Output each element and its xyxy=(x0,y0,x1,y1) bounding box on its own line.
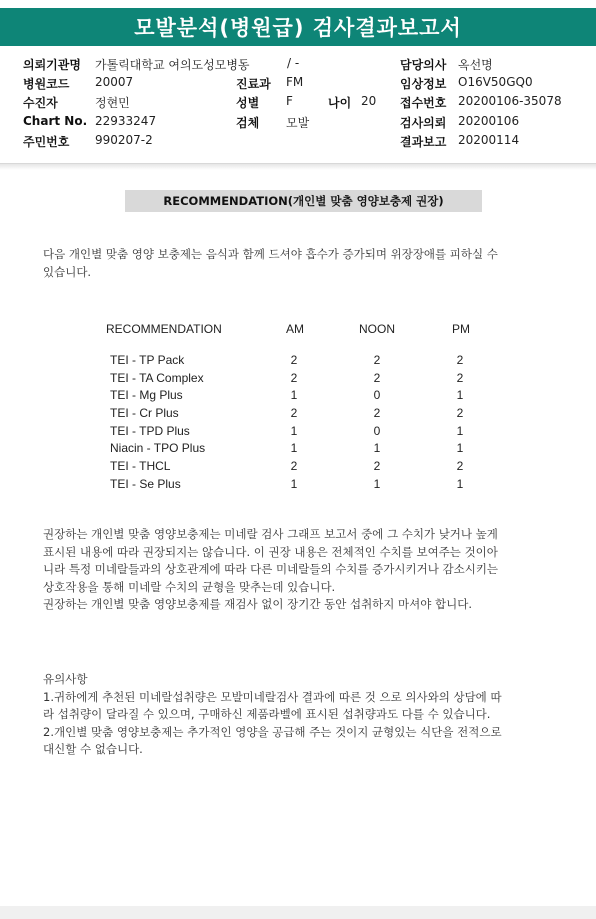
table-row xyxy=(106,406,486,424)
header-am: AM xyxy=(286,322,304,336)
clinical-info-value: O16V50GQ0 xyxy=(458,75,533,89)
table-row xyxy=(106,441,486,459)
noon-dose: 2 xyxy=(373,406,381,421)
pm-dose: 2 xyxy=(456,459,464,474)
am-dose: 2 xyxy=(290,459,298,474)
am-dose: 1 xyxy=(290,423,298,438)
recommendation-table xyxy=(106,322,486,495)
table-row xyxy=(106,424,486,442)
report-title: 모발분석(병원급) 검사결과보고서 xyxy=(0,8,596,46)
age-label: 나이 xyxy=(328,96,352,110)
pm-dose: 1 xyxy=(456,476,464,491)
supplement-name: Niacin - TPO Plus xyxy=(110,441,206,456)
intro-line: 다음 개인별 맞춤 영양 보충제는 음식과 함께 드셔야 흡수가 증가되며 위장장애를 피하실 수 xyxy=(43,247,498,261)
table-row xyxy=(106,477,486,495)
age-value: 20 xyxy=(361,94,377,108)
hospital-code-label: 병원코드 xyxy=(23,77,70,91)
info-row-hospital-code xyxy=(0,75,596,93)
supplement-name: TEI - TPD Plus xyxy=(110,423,190,438)
ward-value: / - xyxy=(287,56,300,70)
header-noon: NOON xyxy=(359,322,395,336)
table-row xyxy=(106,353,486,371)
doctor-value: 옥선명 xyxy=(458,58,493,72)
doctor-label: 담당의사 xyxy=(400,58,447,72)
explanation-line: 표시된 내용에 따라 권장되지는 않습니다. 이 권장 내용은 전체적인 수치를 보여주는 것이아 xyxy=(43,544,498,559)
supplement-name: TEI - Mg Plus xyxy=(110,388,183,403)
pm-dose: 1 xyxy=(456,441,464,456)
chart-no-label: Chart No. xyxy=(23,114,88,128)
table-row xyxy=(106,371,486,389)
intro-line: 있습니다. xyxy=(43,264,92,279)
request-label: 검사의뢰 xyxy=(400,116,447,130)
explanation-paragraph xyxy=(43,526,573,614)
am-dose: 1 xyxy=(290,476,298,491)
header-pm: PM xyxy=(452,322,470,336)
info-row-id xyxy=(0,133,596,151)
notes-line: 대신할 수 없습니다. xyxy=(43,742,143,756)
supplement-name: TEI - TA Complex xyxy=(110,370,204,385)
department-value: FM xyxy=(286,75,304,89)
patient-info-panel xyxy=(0,51,596,153)
supplement-name: TEI - TP Pack xyxy=(110,353,185,367)
bottom-strip xyxy=(0,906,596,919)
clinical-info-label: 임상정보 xyxy=(400,77,447,91)
header-divider-shadow xyxy=(0,164,596,170)
noon-dose: 0 xyxy=(373,388,381,403)
department-label: 진료과 xyxy=(236,77,271,91)
noon-dose: 2 xyxy=(373,353,381,367)
am-dose: 2 xyxy=(290,370,298,385)
pm-dose: 2 xyxy=(456,406,464,421)
pm-dose: 1 xyxy=(456,388,464,403)
section-title: RECOMMENDATION(개인별 맞춤 영양보충제 권장) xyxy=(125,190,482,212)
pm-dose: 2 xyxy=(456,353,464,367)
supplement-name: TEI - THCL xyxy=(110,459,171,474)
info-row-patient xyxy=(0,94,596,112)
table-header xyxy=(106,322,486,353)
noon-dose: 1 xyxy=(373,441,381,456)
chart-no-value: 22933247 xyxy=(95,114,157,128)
am-dose: 1 xyxy=(290,441,298,456)
receipt-value: 20200106-35078 xyxy=(458,94,562,108)
am-dose: 2 xyxy=(290,353,298,367)
id-number-value: 990207-2 xyxy=(95,133,153,147)
table-row xyxy=(106,388,486,406)
notes-line: 1.귀하에게 추천된 미네랄섭취량은 모발미네랄검사 결과에 따른 것 으로 의사와의 상담에 따 xyxy=(43,689,502,704)
header-recommendation: RECOMMENDATION xyxy=(106,322,222,336)
patient-value: 정현민 xyxy=(95,96,130,110)
explanation-line: 권장하는 개인별 맞춤 영양보충제를 재검사 없이 장기간 동안 섭취하지 마셔야 합니다. xyxy=(43,597,473,611)
pm-dose: 2 xyxy=(456,370,464,385)
specimen-value: 모발 xyxy=(286,116,310,130)
notes-line: 라 섭취량이 달라질 수 있으며, 구매하신 제품라벨에 표시된 섭취량과도 다를 수 있습니다. xyxy=(43,707,491,721)
notes-title: 유의사항 xyxy=(43,672,88,686)
info-row-institution xyxy=(0,56,596,74)
request-value: 20200106 xyxy=(458,114,520,128)
specimen-label: 검체 xyxy=(236,116,260,130)
am-dose: 1 xyxy=(290,388,298,403)
notes-section xyxy=(43,671,573,759)
receipt-label: 접수번호 xyxy=(400,96,447,110)
institution-label: 의뢰기관명 xyxy=(23,58,81,72)
sex-value: F xyxy=(286,94,293,108)
id-number-label: 주민번호 xyxy=(23,135,70,149)
table-row xyxy=(106,459,486,477)
supplement-name: TEI - Cr Plus xyxy=(110,406,179,421)
noon-dose: 1 xyxy=(373,476,381,491)
noon-dose: 2 xyxy=(373,459,381,474)
supplement-name: TEI - Se Plus xyxy=(110,476,181,491)
am-dose: 2 xyxy=(290,406,298,421)
explanation-line: 니라 특정 미네랄들과의 상호관계에 따라 다른 미네랄들의 수치를 증가시키거나 감소시키는 xyxy=(43,562,499,576)
patient-label: 수진자 xyxy=(23,96,58,110)
report-date-value: 20200114 xyxy=(458,133,520,147)
notes-line: 2.개인별 맞춤 영양보충제는 추가적인 영양을 공급해 주는 것이지 균형있는 식단을 전적으로 xyxy=(43,724,502,739)
sex-label: 성별 xyxy=(236,96,260,110)
noon-dose: 2 xyxy=(373,370,381,385)
explanation-line: 상호작용을 통해 미네랄 수치의 균형을 맞추는데 있습니다. xyxy=(43,579,336,594)
intro-paragraph xyxy=(43,246,573,281)
hospital-code-value: 20007 xyxy=(95,75,134,89)
report-date-label: 결과보고 xyxy=(400,135,447,149)
noon-dose: 0 xyxy=(373,423,381,438)
pm-dose: 1 xyxy=(456,423,464,438)
info-row-chart xyxy=(0,114,596,132)
explanation-line: 권장하는 개인별 맞춤 영양보충제는 미네랄 검사 그래프 보고서 중에 그 수치가 낮거나 높게 xyxy=(43,527,498,541)
institution-value: 가톨릭대학교 여의도성모병동 xyxy=(95,58,250,72)
